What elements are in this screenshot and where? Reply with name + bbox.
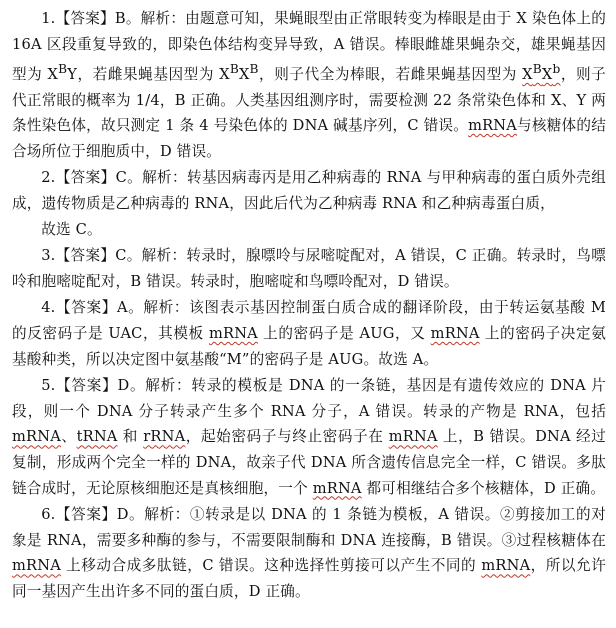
mrna-term: mRNA <box>12 428 61 446</box>
answer-5: 5.【答案】D。解析：转录的模板是 DNA 的一条链，基因是有遗传效应的 DNA 片段，则一个 DNA 分子转录产生多个 RNA 分子，A 错误。转录的产物是 RNA，包括 mRNA、tRNA 和 rRNA，起始密码子与终止密码子在 mRNA 上，B 错误。DNA 经过复制，形成两个完全一样的 DNA，故亲子代 DNA 所含遗传信息完全一样，C 错误。多肽链合成时，无论原核细胞还是真核细胞，一个 mRNA 都可相继结合多个核糖体，D 正确。 <box>12 377 606 497</box>
mrna-term: mRNA <box>481 557 531 575</box>
mrna-term: mRNA <box>388 428 438 446</box>
mrna-term: mRNA <box>430 324 480 342</box>
answer-number: 5. <box>41 377 56 395</box>
rrna-term: rRNA <box>143 428 186 446</box>
trna-term: tRNA <box>76 428 118 446</box>
answer-2-tail: 故选 C。 <box>41 220 102 238</box>
answer-4: 4.【答案】A。解析：该图表示基因控制蛋白质合成的翻译阶段，由于转运氨基酸 M 的反密码子是 UAC，其模板 mRNA 上的密码子是 AUG，又 mRNA 上的密码子决定氨基酸种类，所以决定图中氨基酸“M”的密码子是 AUG。故选 A。 <box>12 299 606 368</box>
answer-number: 3. <box>41 247 56 265</box>
mrna-term: mRNA <box>468 117 517 135</box>
answer-2: 2.【答案】C。解析：转基因病毒丙是用乙种病毒的 RNA 与甲种病毒的蛋白质外壳组成，遗传物质是乙种病毒的 RNA，因此后代为乙种病毒 RNA 和乙种病毒蛋白质， 故选 C。 <box>12 165 606 242</box>
answer-number: 1. <box>41 10 56 27</box>
answer-3: 3.【答案】C。解析：转录时，腺嘌呤与尿嘧啶配对，A 错误，C 正确。转录时，鸟嘌呤和胞嘧啶配对，B 错误。转录时，胞嘧啶和鸟嘌呤配对，D 错误。 <box>12 247 606 290</box>
genotype-xbxb: $X^BX^b$ <box>522 62 561 84</box>
answer-number: 6. <box>41 506 56 524</box>
mrna-term: mRNA <box>208 324 258 342</box>
mrna-term: mRNA <box>12 557 61 575</box>
answer-1: 1.【答案】B。解析：由题意可知，果蝇眼型由正常眼转变为棒眼是由于 X 染色体上的 16A 区段重复导致的，即染色体结构变异导致，A 错误。棒眼雌雄果蝇杂交，雄果蝇基因型为 $X^BY$，若雌果蝇基因型为 $X^BX^B$，则子代全为棒眼，若雌果蝇基因型为 $X^BX^b$，则子代正常眼的概率为 1/4，B 正确。人类基因组测序时，需要检测 22 条常染色体和 X、Y 两条性染色体，故只测定 1 条 4 号染色体的 DNA 碱基序列，C 错误。mRNA与核糖体的结合场所位于细胞质中，D 错误。 <box>12 10 606 160</box>
answer-number: 2. <box>41 169 56 187</box>
answer-6: 6.【答案】D。解析：①转录是以 DNA 的 1 条链为模板，A 错误。②剪接加工的对象是 RNA，需要多种酶的参与，不需要限制酶和 DNA 连接酶，B 错误。③过程核糖体在 mRNA 上移动合成多肽链，C 错误。这种选择性剪接可以产生不同的 mRNA，所以允许同一基因产生出许多不同的蛋白质，D 正确。 <box>12 506 606 600</box>
mrna-term: mRNA <box>312 479 362 497</box>
answer-number: 4. <box>41 299 56 317</box>
